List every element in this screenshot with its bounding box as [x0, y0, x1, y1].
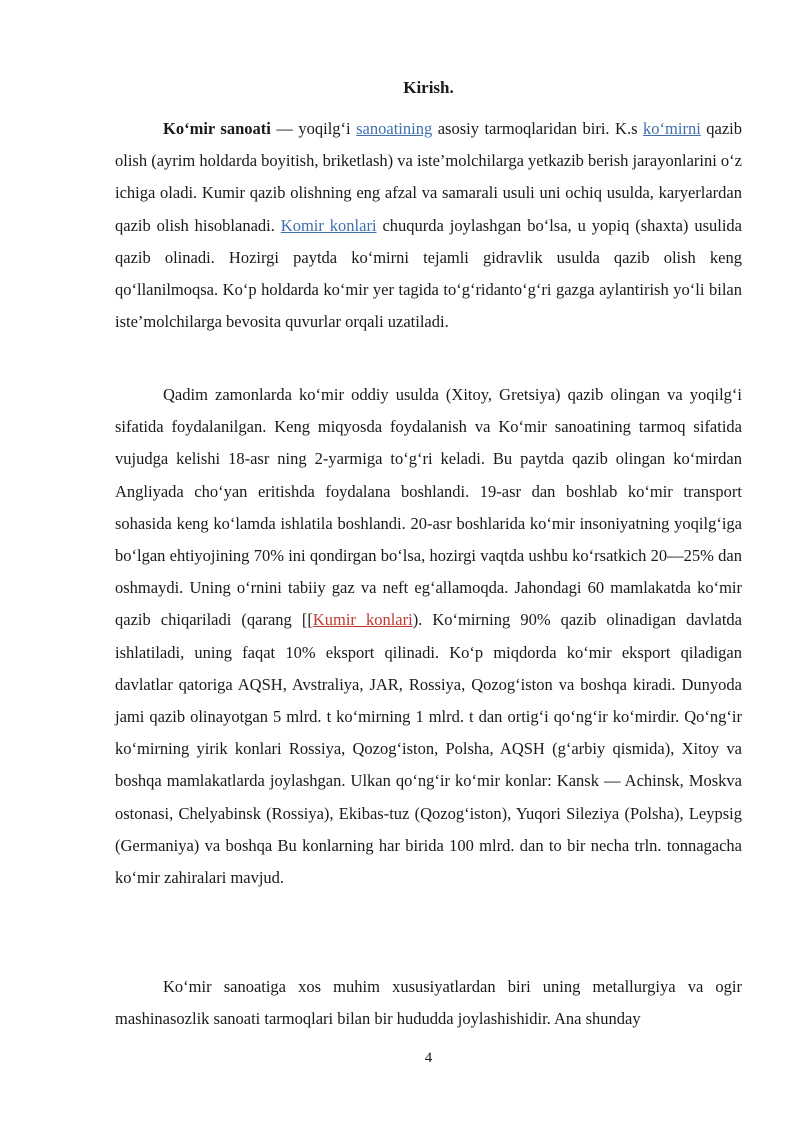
text-run: Qadim zamonlarda ko‘mir oddiy usulda (Xitoy, Gretsiya) qazib olingan va yoqilg‘i sifatida foydalanilgan. Keng miqyosda foydalanish va Ko‘mir sanoatining tarmoq sifatida vujudga kelishi 18-asr ning 2-yarmiga to‘g‘ri keladi. Bu paytda qazib olingan ko‘mirdan Angliyada cho‘yan eritishda foydalana boshlandi. 19-asr dan boshlab ko‘mir transport sohasida keng ko‘lamda ishlatila boshlandi. 20-asr boshlarida ko‘mir insoniyatning yoqilg‘iga bo‘lgan ehtiyojining 70% ini qondirgan bo‘lsa, hozirgi vaqtda ushbu ko‘rsatkich 20—25% dan oshmaydi. Uning o‘rnini tabiiy gaz va neft eg‘allamoqda. Jahondagi 60 mamlakatda ko‘mir qazib chiqariladi (qarang [[ — [115, 385, 742, 630]
paragraph-1 — [115, 113, 742, 338]
link-komir-konlari[interactable]: Komir konlari — [280, 215, 377, 235]
text-run: Ko‘mir sanoatiga xos muhim xususiyatlardan biri uning metallurgiya va ogir mashinasozlik sanoati tarmoqlari bilan bir hududda joylashishidir. Ana shunday — [115, 977, 742, 1029]
bold-term: Ko‘mir sanoati — [163, 119, 271, 138]
link-sanoatining[interactable]: sanoatining — [356, 119, 433, 138]
paragraph-3 — [115, 971, 742, 1035]
text-run: qazib olish (ayrim holdarda boyitish, briketlash) va iste’molchilarga yetkazib berish jarayonlarini o‘z ichiga oladi. Kumir qazib olishning eng afzal va samarali usuli uni ochiq usulda, karyerlardan qazib olish hisoblanadi. — [115, 119, 743, 235]
text-run: asosiy tarmoqlaridan biri. K.s — [432, 119, 644, 138]
section-title: Kirish. — [403, 78, 454, 97]
link-kumir-konlari[interactable]: Kumir konlari — [312, 610, 413, 630]
paragraph-2 — [115, 379, 742, 894]
text-run: — yoqilg‘i — [270, 119, 357, 138]
text-run: ). Ko‘mirning 90% qazib olinadigan davlatda ishlatiladi, uning faqat 10% eksport qilinadi. Ko‘p miqdorda ko‘mir eksport qiladigan davlatlar qatoriga AQSH, Avstraliya, JAR, Rossiya, Qozog‘iston va boshqa kiradi. Dunyoda jami qazib olinayotgan 5 mlrd. t ko‘mirning 1 mlrd. t dan ortig‘i qo‘ng‘ir ko‘mirdir. Qo‘ng‘ir ko‘mirning yirik konlari Rossiya, Qozog‘iston, Polsha, AQSH (g‘arbiy qismida), Xitoy va boshqa mamlakatlarda joylashgan. Ulkan qo‘ng‘ir ko‘mir konlar: Kansk — Achinsk, Moskva ostonasi, Chelyabinsk (Rossiya), Ekibas-tuz (Qozog‘iston), Yuqori Sileziya (Polsha), Leypsig (Germaniya) va boshqa Bu konlarning har birida 100 mlrd. dan to bir necha trln. tonnagacha ko‘mir zahiralari mavjud. — [115, 610, 742, 888]
text-run: chuqurda joylashgan bo‘lsa, u yopiq (shaxta) usulida qazib olinadi. Hozirgi paytda ko‘mirni tejamli gidravlik usulda qazib olish keng qo‘llanilmoqsa. Ko‘p holdarda ko‘mir yer tagida to‘g‘ridanto‘g‘ri gazga aylantirish yo‘li bilan iste’molchilarga bevosita quvurlar orqali uzatiladi. — [115, 215, 742, 332]
link-komirni[interactable]: ko‘mirni — [643, 119, 701, 138]
page-number: 4 — [424, 1050, 433, 1066]
